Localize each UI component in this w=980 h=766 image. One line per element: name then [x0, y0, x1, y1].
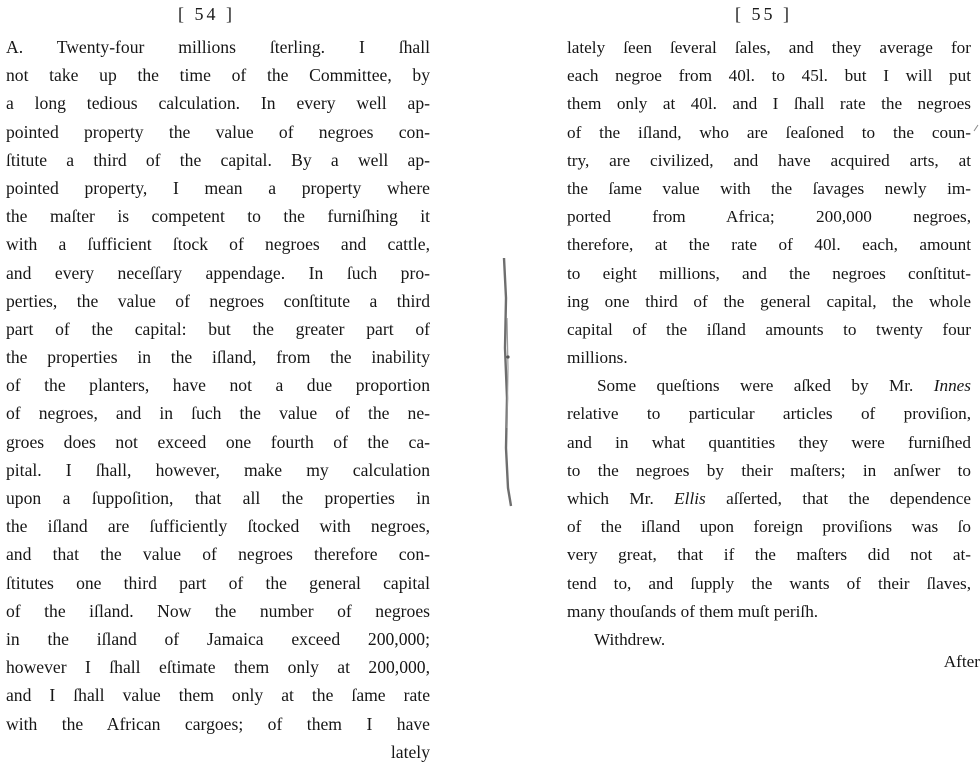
text-run: Withdrew. [594, 629, 666, 649]
text-line [6, 540, 430, 568]
text-line [567, 457, 971, 485]
text-line [567, 119, 971, 147]
text-run: Some queſtions were aſked by Mr. [597, 376, 934, 396]
text-run: however I ſhall eſtimate them only at 200,000, [6, 657, 430, 678]
text-run: very great, that if the maſters did not at- [567, 545, 971, 565]
text-line [6, 259, 430, 287]
right-page [490, 0, 980, 704]
text-line [6, 738, 430, 766]
text-line [6, 33, 430, 61]
text-run: part of the capital: but the greater part of [6, 318, 430, 339]
text-run: A. Twenty-four millions ſterling. I ſhall [6, 37, 430, 57]
italic-name: Innes [933, 376, 971, 396]
text-line [567, 485, 971, 513]
text-line [6, 625, 430, 653]
text-run: ſtitutes one third part of the general capital [6, 572, 430, 593]
text-line [567, 203, 971, 231]
text-run: lately ſeen ſeveral ſales, and they average for [567, 38, 971, 57]
text-run: and every neceſſary appendage. In ſuch pro- [6, 262, 430, 283]
text-run: pointed property, I mean a property where [6, 177, 430, 198]
text-line [567, 316, 971, 344]
text-run: aſſerted, that the dependence [705, 489, 971, 508]
text-line [567, 231, 971, 259]
text-run: of negroes, and in ſuch the value of the ne- [6, 403, 430, 424]
text-run: ported from Africa; 200,000 negroes, [567, 207, 971, 227]
text-line [567, 34, 971, 62]
text-line [6, 61, 430, 89]
text-run: with the African cargoes; of them I have [6, 713, 430, 734]
text-run: which Mr. [567, 489, 675, 508]
left-page-number: [ 54 ] [178, 4, 235, 24]
text-run: and I ſhall value them only at the ſame rate [6, 685, 430, 706]
text-line [567, 570, 971, 598]
text-run: the maſter is competent to the furniſhing it [6, 206, 430, 227]
text-line [567, 147, 971, 175]
left-page [0, 0, 490, 762]
text-line [6, 597, 430, 625]
text-line [567, 288, 971, 316]
text-line [6, 230, 430, 258]
text-run: pital. I ſhall, however, make my calculation [6, 459, 430, 480]
text-line [6, 202, 430, 230]
text-line [6, 456, 430, 484]
text-line [567, 598, 971, 626]
text-run: of the iſland upon foreign proviſions was ſo [567, 517, 971, 537]
text-line [6, 89, 430, 117]
text-run: not take up the time of the Committee, by [6, 65, 430, 86]
text-run: lately [390, 741, 430, 762]
text-run: of the planters, have not a due proportion [6, 375, 430, 396]
text-run: many thouſands of them muſt periſh. [567, 601, 819, 621]
text-run: in the iſland of Jamaica exceed 200,000; [6, 628, 430, 649]
text-line [567, 175, 971, 203]
text-run: of the iſland. Now the number of negroes [6, 600, 430, 621]
text-run: pointed property the value of negroes con- [6, 121, 430, 142]
text-line [6, 653, 430, 681]
text-run: to eight millions, and the negroes conſtitut- [567, 263, 971, 283]
text-run: the ſame value with the ſavages newly im- [567, 178, 971, 198]
text-run: ing one third of the general capital, the whole [567, 291, 971, 311]
text-line [6, 710, 430, 738]
text-run: of the iſland, who are ſeaſoned to the coun- [567, 122, 971, 142]
text-line [6, 512, 430, 540]
text-run: and that the value of negroes therefore con- [6, 544, 430, 565]
text-run: try, are civilized, and have acquired arts, at [567, 150, 971, 170]
text-line [6, 343, 430, 371]
edge-mark [973, 124, 979, 132]
text-line [567, 260, 971, 288]
text-line [6, 315, 430, 343]
text-line [6, 118, 430, 146]
text-run: relative to particular articles of proviſion, [567, 404, 971, 424]
text-line [6, 371, 430, 399]
text-run: tend to, and ſupply the wants of their ſlaves, [567, 573, 971, 593]
right-page-text [567, 34, 971, 654]
text-line [6, 569, 430, 597]
text-line [567, 62, 971, 90]
text-run: them only at 40l. and I ſhall rate the negroes [567, 94, 971, 114]
text-run: the iſland are ſufficiently ſtocked with negroes, [6, 516, 430, 537]
text-run: perties, the value of negroes conſtitute a third [6, 290, 430, 311]
text-run: with a ſufficient ſtock of negroes and cattle, [6, 234, 430, 255]
text-line [567, 513, 971, 541]
text-run: upon a ſuppoſition, that all the properties in [6, 488, 430, 508]
text-line [6, 174, 430, 202]
text-run: groes does not exceed one fourth of the ca- [6, 431, 430, 452]
text-run: ſtitute a third of the capital. By a well ap- [6, 149, 430, 170]
text-line [6, 428, 430, 456]
text-run: millions. [567, 348, 628, 368]
text-line [6, 484, 430, 512]
text-line [567, 626, 971, 654]
text-run: and in what quantities they were furniſhed [567, 432, 971, 452]
text-line [567, 400, 971, 428]
text-line [567, 541, 971, 569]
text-line [6, 681, 430, 709]
text-line [6, 399, 430, 427]
catchword: After [943, 652, 980, 671]
text-run: therefore, at the rate of 40l. each, amount [567, 235, 971, 255]
right-page-number: [ 55 ] [735, 4, 792, 24]
text-line [567, 344, 971, 372]
text-run: each negroe from 40l. to 45l. but I will put [567, 66, 971, 86]
left-page-text [6, 33, 430, 766]
text-run: to the negroes by their maſters; in anſwer to [567, 460, 971, 480]
text-line [567, 90, 971, 118]
text-line [567, 372, 971, 400]
text-run: capital of the iſland amounts to twenty four [567, 319, 971, 339]
text-line [6, 287, 430, 315]
text-run: a long tedious calculation. In every well ap- [6, 93, 430, 114]
text-line [567, 429, 971, 457]
italic-name: Ellis [674, 489, 706, 508]
text-run: the properties in the iſland, from the inability [6, 347, 430, 368]
text-line [6, 146, 430, 174]
